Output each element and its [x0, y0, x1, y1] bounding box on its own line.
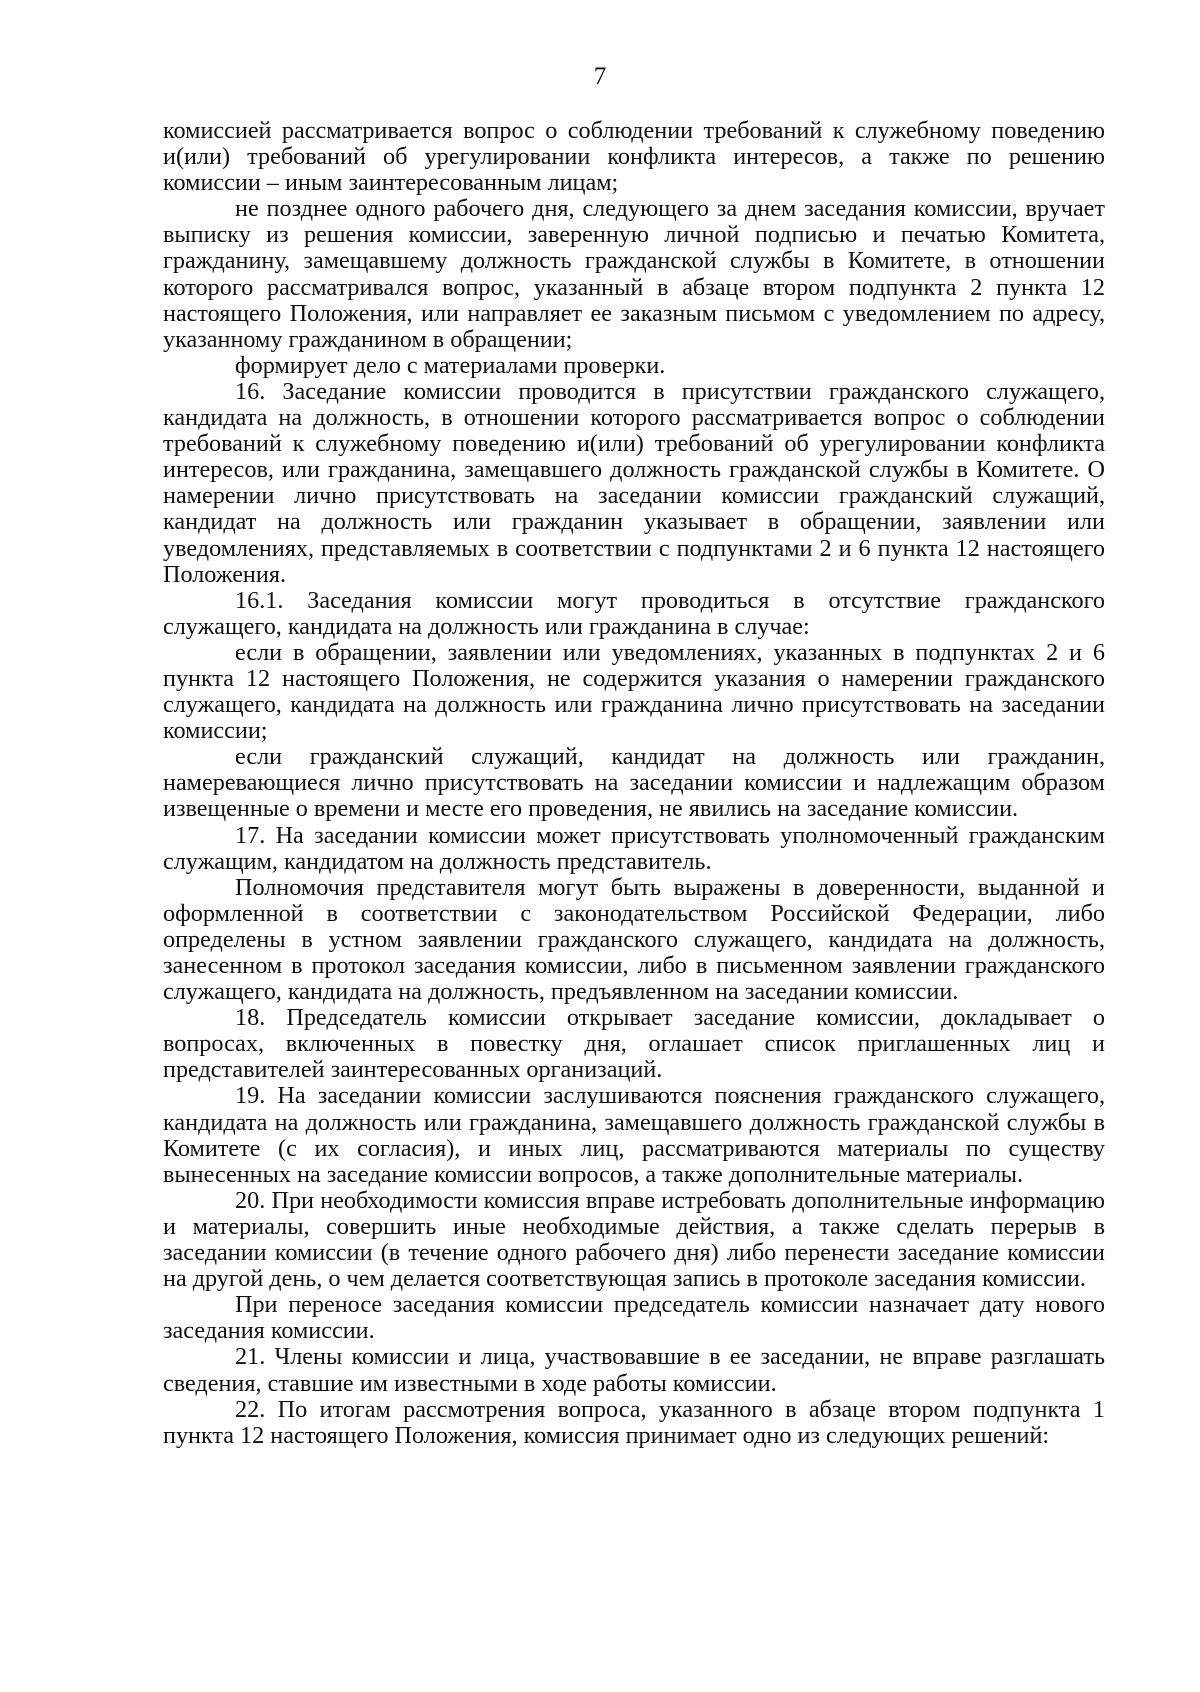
paragraph-18: 18. Председатель комиссии открывает заседание комиссии, докладывает о вопросах, включенных в повестку дня, оглашает список приглашенных лиц и представителей заинтересованных организаций.	[163, 1004, 1105, 1084]
paragraph-case-file: формирует дело с материалами проверки.	[235, 351, 666, 379]
paragraph-17-powers: Полномочия представителя могут быть выражены в доверенности, выданной и оформленной в соответствии с законодательством Российской Федерации, либо определены в устном заявлении гражданского служащего, кандидата на должность, занесенном в протокол заседания комиссии, либо в письменном заявлении гражданского служащего, кандидата на должность, предъявленном на заседании комиссии.	[163, 873, 1105, 1006]
document-body	[163, 118, 1105, 1449]
paragraph-16: 16. Заседание комиссии проводится в присутствии гражданского служащего, кандидата на должность, в отношении которого рассматривается вопрос о соблюдении требований к служебному поведению и(или) требований об урегулировании конфликта интересов, или гражданина, замещавшего должность гражданской службы в Комитете. О намерении лично присутствовать на заседании комиссии гражданский служащий, кандидат на должность или гражданин указывает в обращении, заявлении или уведомлениях, представляемых в соответствии с подпунктами 2 и 6 пункта 12 настоящего Положения.	[163, 377, 1105, 588]
paragraph-continuation: комиссией рассматривается вопрос о соблюдении требований к служебному поведению и(или) требований об урегулировании конфликта интересов, а также по решению комиссии – иным заинтересованным лицам;	[163, 117, 1105, 197]
paragraph-extract-delivery: не позднее одного рабочего дня, следующего за днем заседания комиссии, вручает выписку из решения комиссии, заверенную личной подписью и печатью Комитета, гражданину, замещавшему должность гражданской службы в Комитете, в отношении которого рассматривался вопрос, указанный в абзаце втором подпункта 2 пункта 12 настоящего Положения, или направляет ее заказным письмом с уведомлением по адресу, указанному гражданином в обращении;	[163, 195, 1105, 353]
paragraph-16-1-case-a: если в обращении, заявлении или уведомлениях, указанных в подпунктах 2 и 6 пункта 12 настоящего Положения, не содержится указания о намерении гражданского служащего, кандидата на должность или гражданина лично присутствовать на заседании комиссии;	[163, 638, 1105, 745]
paragraph-21: 21. Члены комиссии и лица, участвовавшие в ее заседании, не вправе разглашать сведения, ставшие им известными в ходе работы комиссии.	[163, 1343, 1105, 1397]
paragraph-20-postpone: При переносе заседания комиссии председатель комиссии назначает дату нового заседания комиссии.	[163, 1291, 1105, 1345]
paragraph-20: 20. При необходимости комиссия вправе истребовать дополнительные информацию и материалы, совершить иные необходимые действия, а также сделать перерыв в заседании комиссии (в течение одного рабочего дня) либо перенести заседание комиссии на другой день, о чем делается соответствующая запись в протоколе заседания комиссии.	[163, 1186, 1105, 1293]
paragraph-17: 17. На заседании комиссии может присутствовать уполномоченный гражданским служащим, кандидатом на должность представитель.	[163, 821, 1105, 875]
page-number: 7	[593, 63, 607, 90]
paragraph-22: 22. По итогам рассмотрения вопроса, указанного в абзаце втором подпункта 1 пункта 12 настоящего Положения, комиссия принимает одно из следующих решений:	[163, 1395, 1105, 1449]
paragraph-16-1: 16.1. Заседания комиссии могут проводиться в отсутствие гражданского служащего, кандидата на должность или гражданина в случае:	[163, 586, 1105, 640]
paragraph-16-1-case-b: если гражданский служащий, кандидат на должность или гражданин, намеревающиеся лично присутствовать на заседании комиссии и надлежащим образом извещенные о времени и месте его проведения, не явились на заседание комиссии.	[163, 743, 1105, 823]
paragraph-19: 19. На заседании комиссии заслушиваются пояснения гражданского служащего, кандидата на должность или гражданина, замещавшего должность гражданской службы в Комитете (с их согласия), и иных лиц, рассматриваются материалы по существу вынесенных на заседание комиссии вопросов, а также дополнительные материалы.	[163, 1082, 1105, 1188]
